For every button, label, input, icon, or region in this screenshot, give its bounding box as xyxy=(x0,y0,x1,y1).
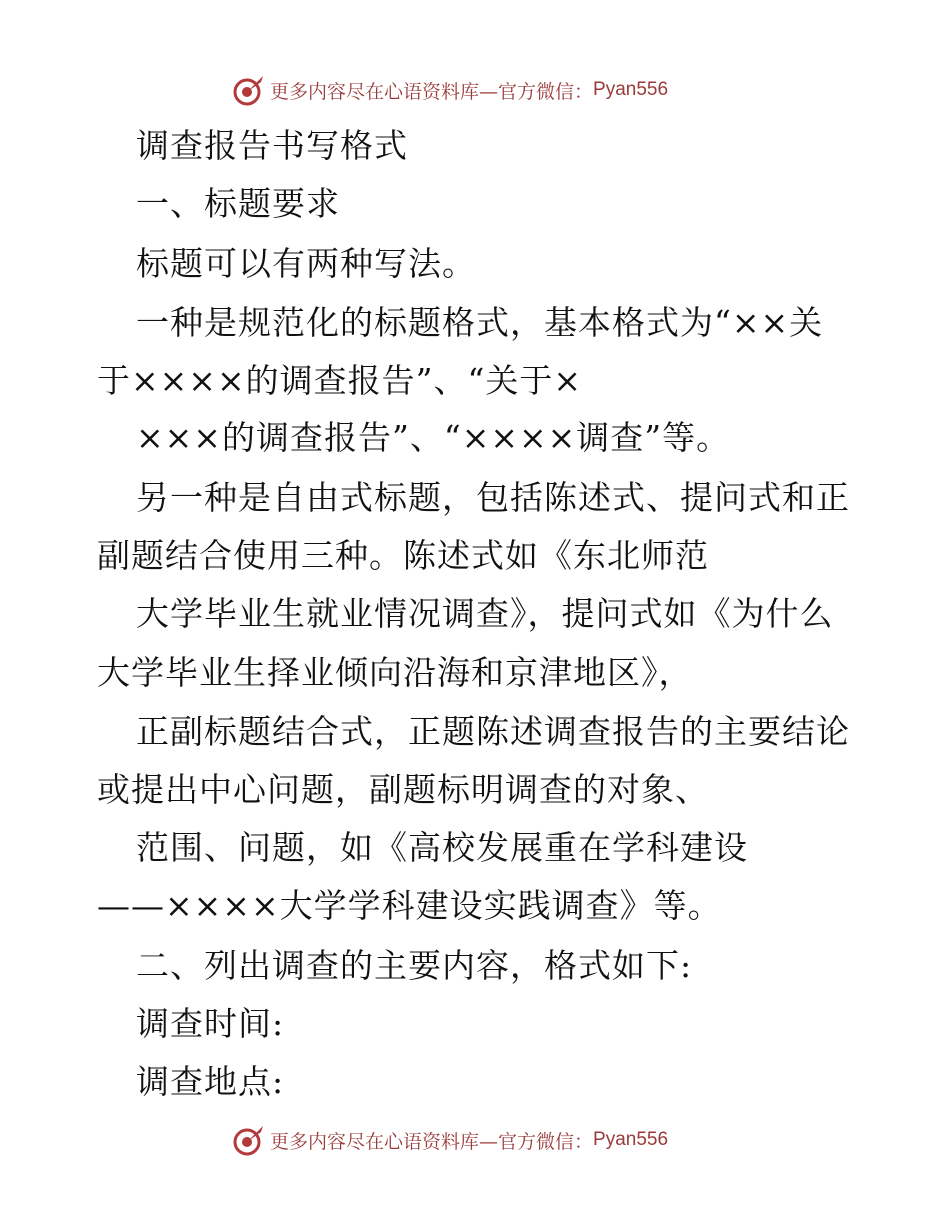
section-heading: 二、列出调查的主要内容，格式如下: xyxy=(136,946,693,985)
watermark-text: 更多内容尽在心语资料库—官方微信： xyxy=(270,80,594,103)
header-watermark xyxy=(232,72,668,108)
watermark-text: 更多内容尽在心语资料库—官方微信： xyxy=(270,1130,594,1153)
paragraph-line: 另一种是自由式标题，包括陈述式、提问式和正 xyxy=(136,478,850,517)
paragraph-line: 或提出中心问题，副题标明调查的对象、 xyxy=(97,770,709,809)
paragraph-line: 大学毕业生就业情况调查》，提问式如《为什么 xyxy=(136,594,834,633)
paragraph-line: 正副标题结合式，正题陈述调查报告的主要结论 xyxy=(136,712,850,751)
footer-watermark xyxy=(232,1122,668,1158)
paragraph-line: ——××××大学学科建设实践调查》等。 xyxy=(97,886,722,925)
quill-logo-icon xyxy=(232,1123,266,1157)
paragraph-line: 一种是规范化的标题格式，基本格式为“××关 xyxy=(136,303,824,342)
section-heading: 一、标题要求 xyxy=(136,184,340,223)
paragraph-line: 大学毕业生择业倾向沿海和京津地区》， xyxy=(97,653,693,692)
paragraph-line: 范围、问题，如《高校发展重在学科建设 xyxy=(136,828,748,867)
paragraph-line: 副题结合使用三种。陈述式如《东北师范 xyxy=(97,536,709,575)
document-title: 调查报告书写格式 xyxy=(136,126,408,165)
watermark-wechat-id: Pyan556 xyxy=(593,79,669,100)
watermark-wechat-id: Pyan556 xyxy=(593,1129,669,1150)
paragraph-line: 标题可以有两种写法。 xyxy=(136,244,476,283)
field-label-time: 调查时间: xyxy=(136,1004,285,1043)
paragraph-line: ×××的调查报告”、“××××调查”等。 xyxy=(136,418,731,457)
paragraph-line: 于××××的调查报告”、“关于× xyxy=(97,361,582,400)
field-label-location: 调查地点: xyxy=(136,1062,285,1101)
quill-logo-icon xyxy=(232,73,266,107)
